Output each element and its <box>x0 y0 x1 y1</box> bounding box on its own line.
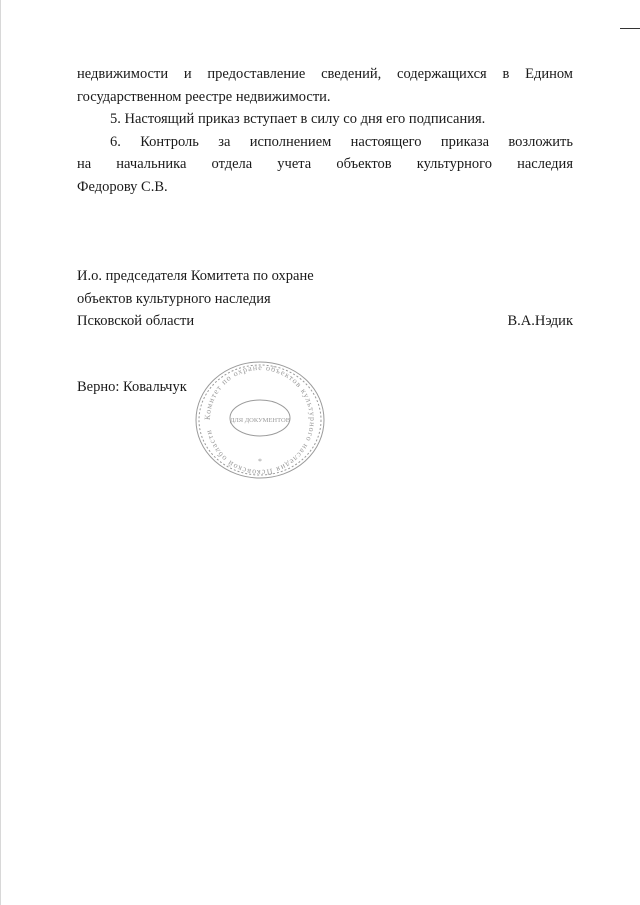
item-6-line-3: Федорову С.В. <box>77 178 168 195</box>
signatory-title-line: Псковской области <box>77 313 195 329</box>
left-scan-edge <box>0 0 1 905</box>
page-edge-mark <box>620 28 640 29</box>
seal-star-icon: * <box>258 457 262 466</box>
paragraph-line: недвижимости и предоставление сведений, содержащихся в Едином <box>77 66 573 82</box>
signature-block <box>77 265 573 333</box>
signatory-name: В.А.Нэдик <box>507 313 573 329</box>
certification-text: Верно: Ковальчук <box>77 379 187 395</box>
seal-outer-text: Комитет по охране объектов культурного наследия Псковской области <box>202 362 318 478</box>
paragraph-line: государственном реестре недвижимости. <box>77 88 331 105</box>
signatory-title-line: объектов культурного наследия <box>77 290 271 307</box>
signatory-title-line: И.о. председателя Комитета по охране <box>77 268 314 284</box>
item-5: 5. Настоящий приказ вступает в силу со дня его подписания. <box>110 111 486 127</box>
official-seal-stamp <box>190 356 330 484</box>
body-text <box>77 63 573 198</box>
item-6-line-1: 6. Контроль за исполнением настоящего приказа возложить <box>110 133 573 150</box>
seal-inner-text: ДЛЯ ДОКУМЕНТОВ <box>229 417 291 424</box>
item-6-line-2: на начальника отдела учета объектов культурного наследия <box>77 156 573 172</box>
